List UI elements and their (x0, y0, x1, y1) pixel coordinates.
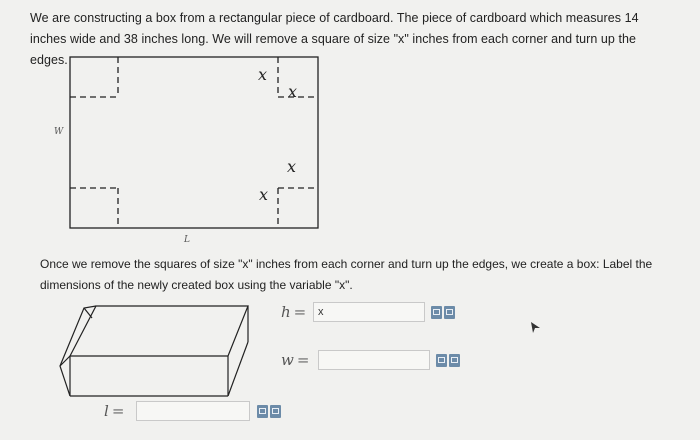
height-tools (431, 306, 455, 320)
height-input[interactable]: x (313, 302, 425, 322)
w-label (281, 351, 309, 369)
corner-x-label: x (258, 65, 268, 84)
length-tools (257, 405, 281, 419)
corner-x-label: x (259, 185, 269, 204)
formula-editor-icon[interactable] (436, 354, 447, 367)
corner-cutouts (70, 57, 318, 228)
equals-sign: = (293, 303, 307, 321)
corner-x-label: x (287, 157, 297, 176)
mouse-cursor-icon (531, 322, 541, 334)
symbol-palette-icon[interactable] (449, 354, 460, 367)
symbol-palette-icon[interactable] (444, 306, 455, 319)
length-input[interactable] (136, 401, 250, 421)
corner-x-label: x (288, 82, 298, 101)
width-tools (436, 354, 460, 368)
question-instruction: Once we remove the squares of size "x" inches from each corner and turn up the edges, we create a box: Label the dimensions of the newly created box using the variable "x". (40, 257, 653, 292)
h-label (281, 303, 306, 321)
width-label: W (54, 127, 64, 137)
symbol-palette-icon[interactable] (270, 405, 281, 418)
box-rim (70, 306, 248, 356)
equals-sign: = (296, 351, 310, 369)
cardboard-rect (70, 57, 318, 228)
l-label (104, 402, 124, 420)
box-diagram (60, 306, 248, 396)
length-label: L (184, 235, 190, 245)
formula-editor-icon[interactable] (431, 306, 442, 319)
question-intro: We are constructing a box from a rectangular piece of cardboard. The piece of cardboard which measures 14 inches wide and 38 inches long. We will remove a square of size "x" inches from each corner and turn up the edges. (30, 11, 639, 67)
h-variable: h (281, 303, 291, 321)
w-variable: w (281, 351, 294, 369)
width-input[interactable] (318, 350, 430, 370)
l-variable: l (104, 402, 109, 420)
cardboard-diagram (70, 57, 318, 228)
formula-editor-icon[interactable] (257, 405, 268, 418)
equals-sign: = (111, 402, 125, 420)
